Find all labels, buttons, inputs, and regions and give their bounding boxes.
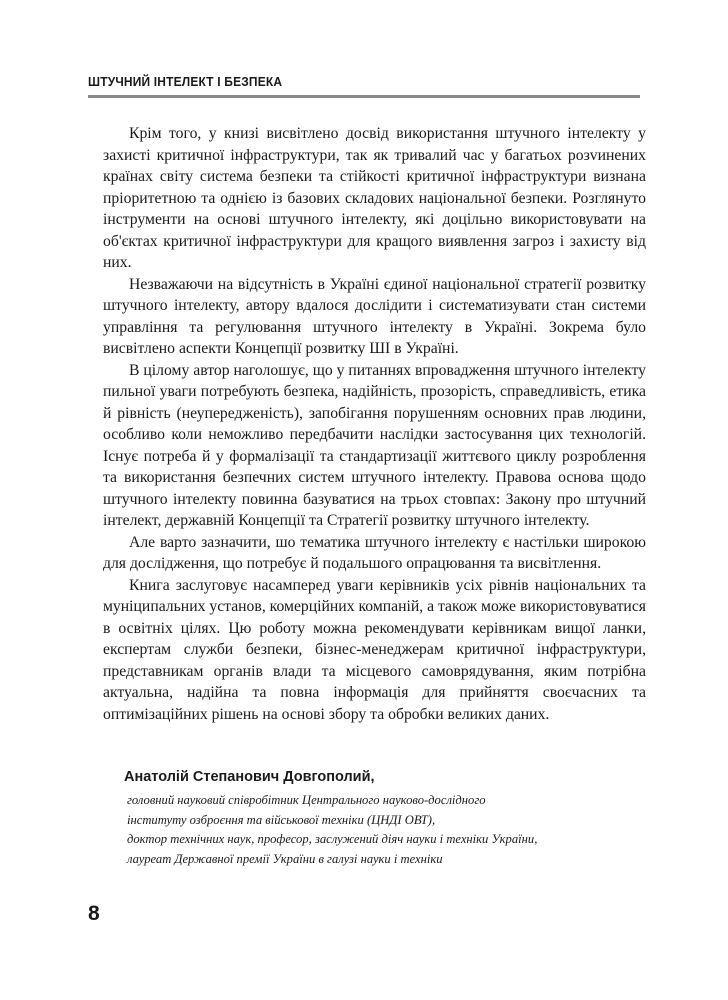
paragraph-5: Книга заслуговує насамперед уваги керівників усіх рівнів національних та муніципальних установ, комерційних компаній, а також може використовуватися в освітніх цілях. Цю роботу можна рекомендувати керівникам вищої ланки, експертам служби безпеки, бізнес-менеджерам критичної інфраструктури, представникам органів влади та місцевого самоврядування, яким потрібна актуальна, надійна та повна інформація для прийняття своєчасних та оптимізаційних рішень на основі збору та обробки великих даних. xyxy=(103,576,647,723)
paragraph-1: Крім того, у книзі висвітлено досвід використання штучного інтелекту у захисті критичної інфраструктури, так як тривалий час у багатьох розvинених країнах світу система безпеки та стійкості критичної інфраструктури визнана пріоритетною та однією із базових складових національної безпеки. Розглянуто інструменти на основі штучного інтелекту, які доцільно використовувати на об'єктах критичної інфраструктури для кращого виявлення загроз і захисту від них. xyxy=(103,125,646,271)
paragraph-3: В цілому автор наголошує, що у питаннях впровадження штучного інтелекту пильної уваги потребують безпека, надійність, прозорість, справедливість, етика й рівність (неупередженість), запобігання порушенням основних прав людини, особливо коли неможливо передбачити наслідки застосування цих технологій. Існує потреба й у формалізації та стандартизації життєвого циклу розроблення та використання безпечних систем штучного інтелекту. Правова основа щодо штучного інтелекту повинна базуватися на трьох стовпах: Закону про штучний інтелект, державній Концепції та Стратегії розвитку штучного інтелекту. xyxy=(103,361,646,529)
author-credential-line: доктор технічних наук, професор, заслужений діяч науки і техніки України, xyxy=(127,832,538,846)
paragraph-2: Незважаючи на відсутність в Україні єдиної національної стратегії розвитку штучного інтелекту, автору вдалося дослідити і систематизувати стан системи управління та регулювання штучного інтелекту в Україні. Зокрема було висвітлено аспекти Концепції розвитку ШІ в Україні. xyxy=(103,275,646,357)
author-credential-line: інституту озброєння та військової техніки (ЦНДІ ОВТ), xyxy=(127,812,436,827)
running-header-title: ШТУЧНИЙ ІНТЕЛЕКТ І БЕЗПЕКА xyxy=(88,74,283,89)
paragraph-4: Але варто зазначити, шо тематика штучного інтелекту є настільки широкою для дослідження, що потребує й подальшого опрацювання та висвітлення. xyxy=(103,533,646,572)
author-signature-block xyxy=(124,767,624,869)
body-text xyxy=(103,123,646,725)
author-name: Анатолій Степанович Довгополий, xyxy=(124,769,375,785)
author-credential-line: лауреат Державної премії України в галузі науки і техніки xyxy=(127,851,443,866)
header-divider xyxy=(88,95,640,98)
author-credential-line: головний науковий співробітник Центрального науково-дослідного xyxy=(127,793,486,807)
page-number: 8 xyxy=(88,902,100,925)
